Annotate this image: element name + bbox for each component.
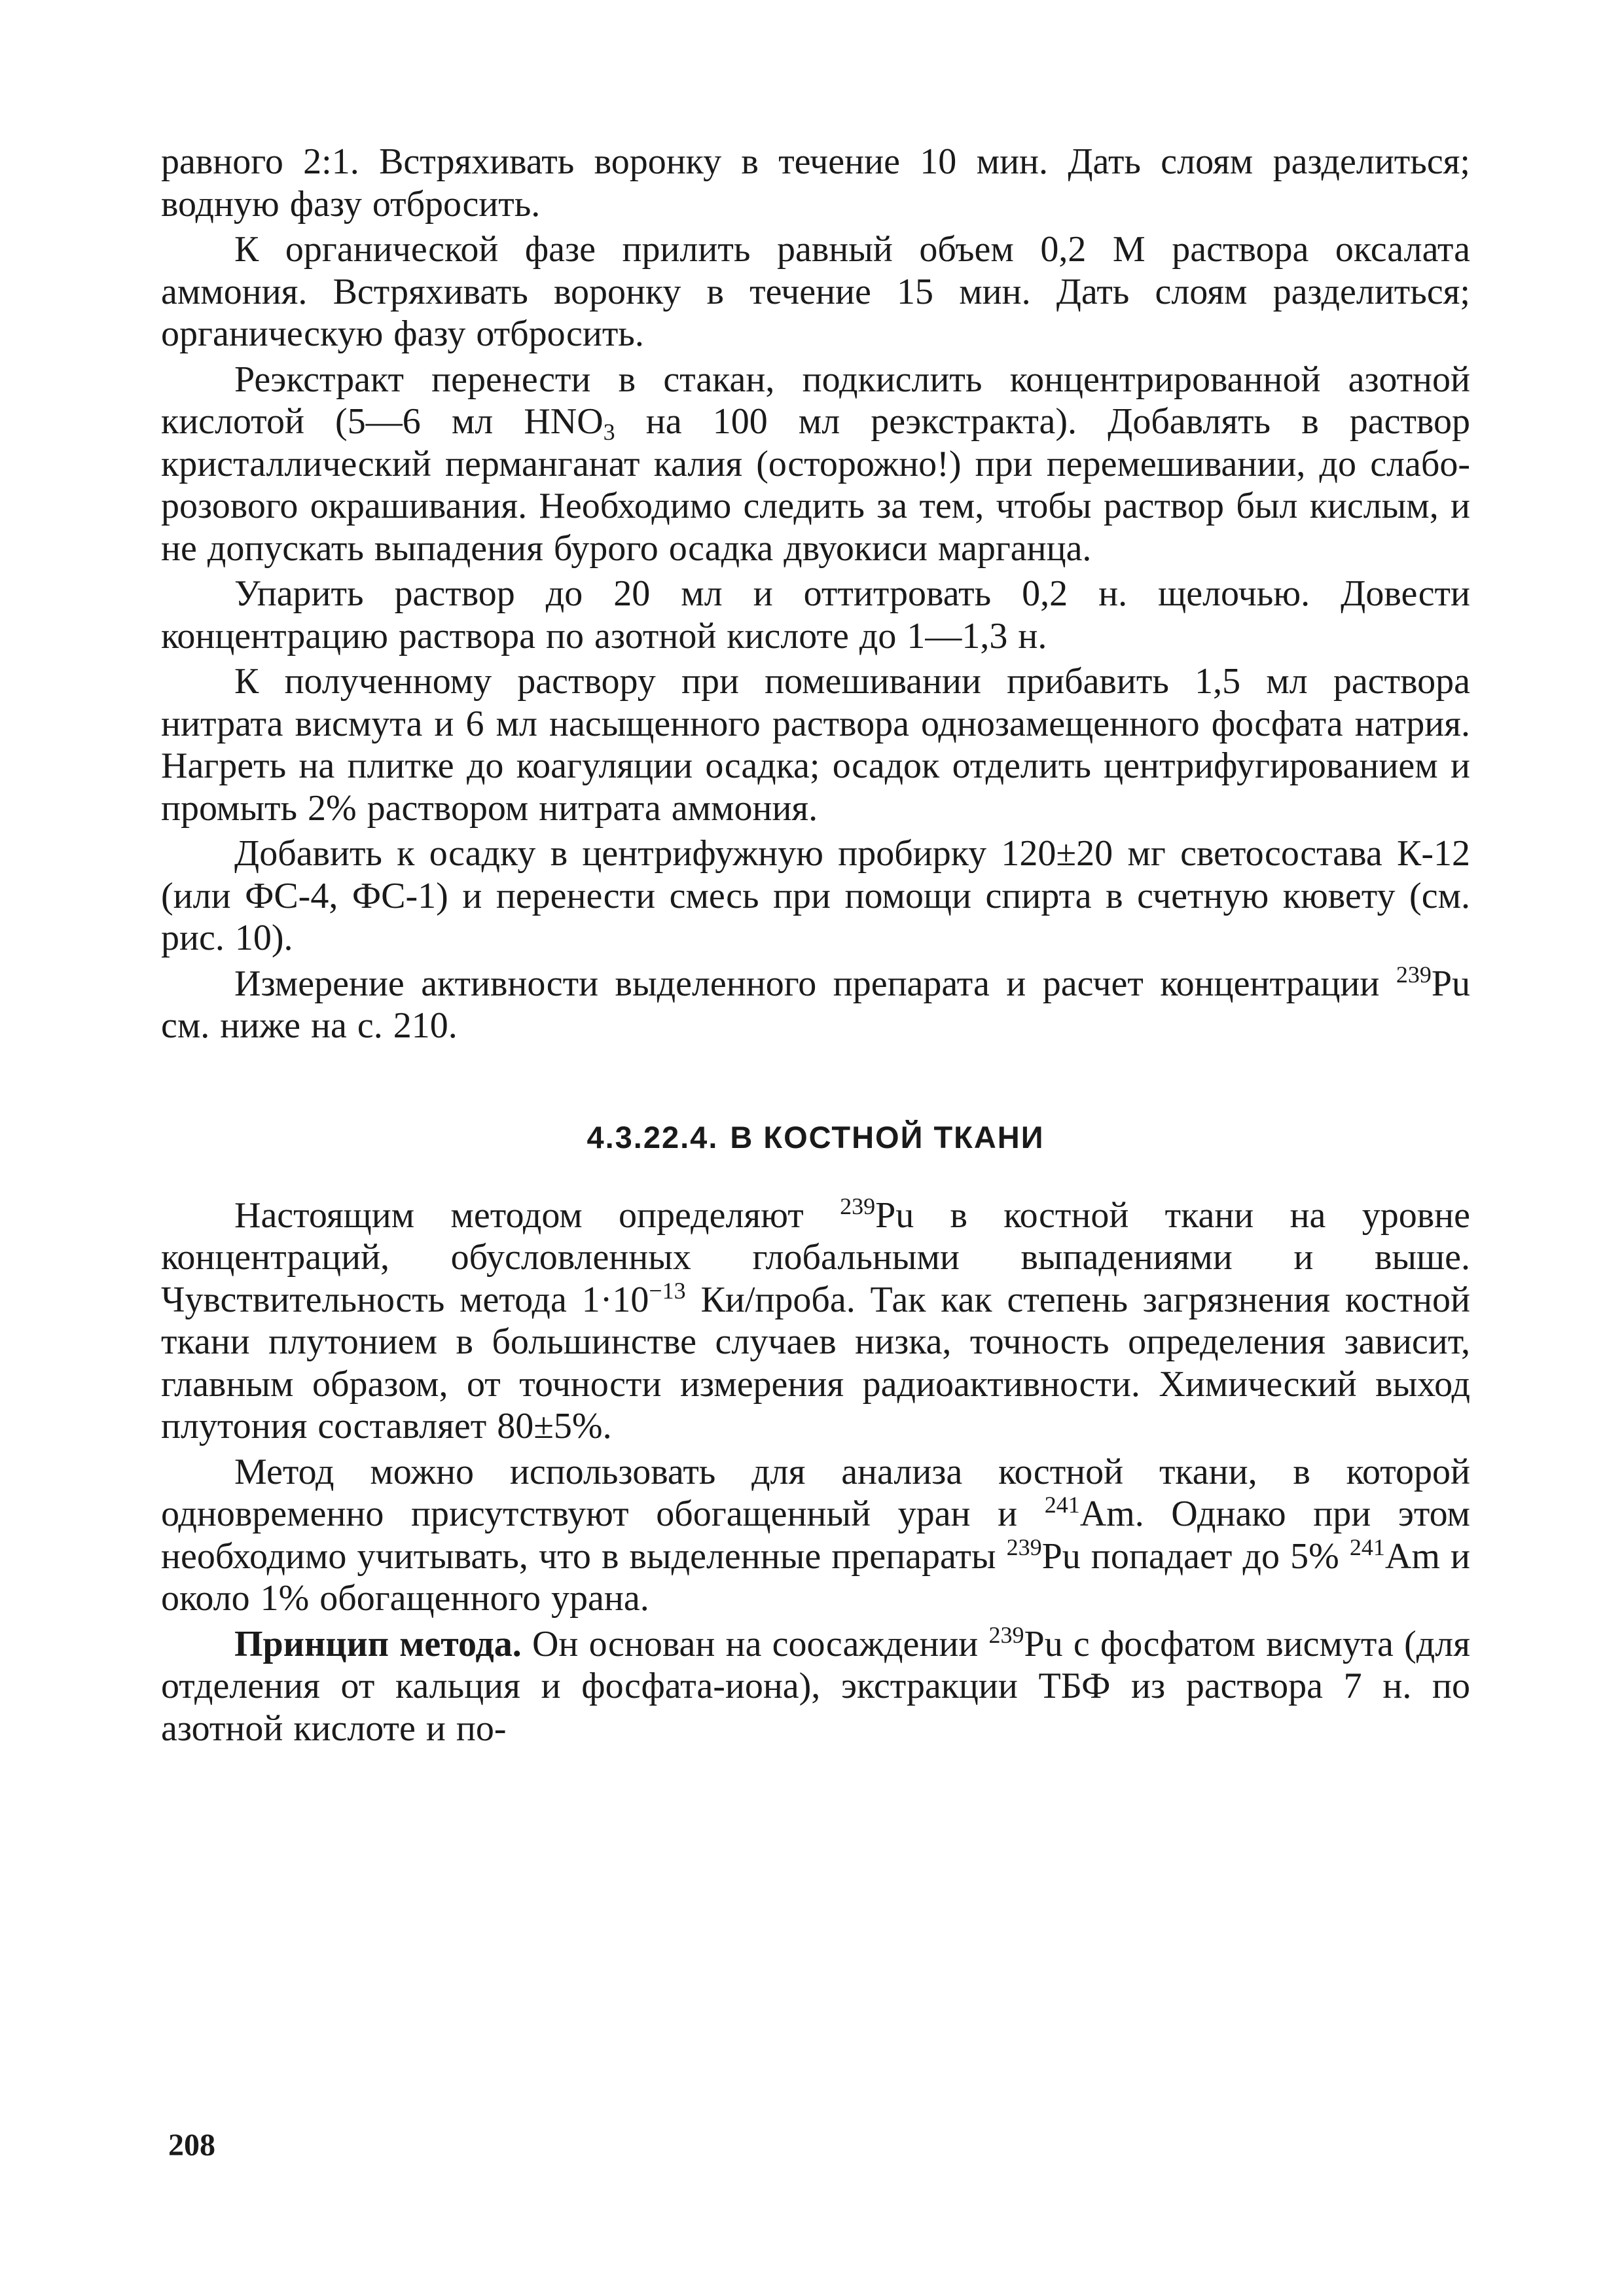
paragraph-text: Настоящим методом определяют: [234, 1194, 840, 1236]
paragraph-principle: [161, 1623, 1470, 1750]
paragraph-text: Метод можно использовать для анализа костной ткани, в которой одновременно присутствуют обогащенный уран и: [161, 1451, 1470, 1534]
paragraph-text: Pu в костной ткани на уровне концентраций, обусловленных глобальными выпадениями и выше. Чувствительность метода 1·10: [161, 1194, 1470, 1320]
paragraph-text: К органической фазе прилить равный объем 0,2 М раствора оксалата аммония. Встряхивать воронку в течение 15 мин. Дать слоям разделиться; органическую фазу отбросить.: [161, 229, 1470, 354]
superscript: 239: [840, 1193, 876, 1219]
paragraph-applicability: [161, 1451, 1470, 1620]
paragraph-text: К полученному раствору при помешивании прибавить 1,5 мл раствора нитрата висмута и 6 мл насыщенного раствора однозамещенного фосфата натрия. Нагреть на плитке до коагуляции осадка; осадок отделить центрифугированием и промыть 2% раствором нитрата аммония.: [161, 661, 1470, 829]
paragraph-oxalate: [161, 228, 1470, 355]
superscript: 239: [1006, 1534, 1042, 1560]
superscript: −13: [649, 1277, 686, 1304]
page-number: 208: [168, 2128, 215, 2162]
paragraph-text: на 100 мл реэкстракта). Добавлять в раствор кристаллический перманганат калия (осторожно!) при перемешивании, до слабо-розового окрашивания. Необходимо следить за тем, чтобы раствор был кислым, и не допускать выпадения бурого осадка двуокиси марганца.: [161, 401, 1470, 569]
paragraph-evaporate: [161, 573, 1470, 657]
section-heading: [161, 1119, 1470, 1155]
superscript: 239: [1396, 961, 1432, 988]
section-number: 4.3.22.4.: [586, 1119, 719, 1155]
paragraph-text: Реэкстракт перенести в стакан, подкислить концентрированной азотной кислотой (5—6 мл HNO: [161, 359, 1470, 442]
paragraph-text: Pu см. ниже на с. 210.: [161, 963, 1470, 1046]
paragraph-text: Am. Однако при этом необходимо учитывать, что в выделенные препараты: [161, 1494, 1470, 1577]
paragraph-text: Pu с фосфатом висмута (для отделения от кальция и фосфата-иона), экстракции ТБФ из раствора 7 н. по азотной кислоте и по-: [161, 1623, 1470, 1749]
paragraph-text: Упарить раствор до 20 мл и оттитровать 0,2 н. щелочью. Довести концентрацию раствора по азотной кислоте до 1—1,3 н.: [161, 573, 1470, 656]
paragraph-text: Am и около 1% обогащенного урана.: [161, 1535, 1471, 1619]
paragraph-continuation: [161, 141, 1470, 225]
superscript: 241: [1044, 1492, 1080, 1518]
paragraph-text: равного 2:1. Встряхивать воронку в течение 10 мин. Дать слоям разделиться; водную фазу отбросить.: [161, 141, 1470, 224]
paragraph-text: Он основан на соосаждении: [521, 1623, 989, 1664]
paragraph-scintillator: [161, 833, 1470, 960]
document-page: [161, 141, 1470, 1753]
paragraph-sensitivity: [161, 1194, 1470, 1448]
superscript: 241: [1349, 1534, 1385, 1560]
principle-lead: Принцип метода.: [234, 1623, 522, 1664]
subscript: 3: [603, 419, 615, 445]
paragraph-text: Pu попадает до 5%: [1041, 1535, 1350, 1577]
section-title: В КОСТНОЙ ТКАНИ: [730, 1119, 1045, 1155]
superscript: 239: [988, 1621, 1024, 1648]
paragraph-text: Добавить к осадку в центрифужную пробирку 120±20 мг светосостава К-12 (или ФС-4, ФС-1) и перенести смесь при помощи спирта в счетную кювету (см. рис. 10).: [161, 833, 1470, 958]
paragraph-reextract: [161, 359, 1470, 570]
paragraph-text: Ки/проба. Так как степень загрязнения костной ткани плутонием в большинстве случаев низка, точность определения зависит, главным образом, от точности измерения радиоактивности. Химический выход плутония составляет 80±5%.: [161, 1279, 1471, 1446]
paragraph-text: Измерение активности выделенного препарата и расчет концентрации: [234, 963, 1396, 1004]
paragraph-bismuth: [161, 660, 1470, 829]
paragraph-measurement: [161, 963, 1470, 1047]
